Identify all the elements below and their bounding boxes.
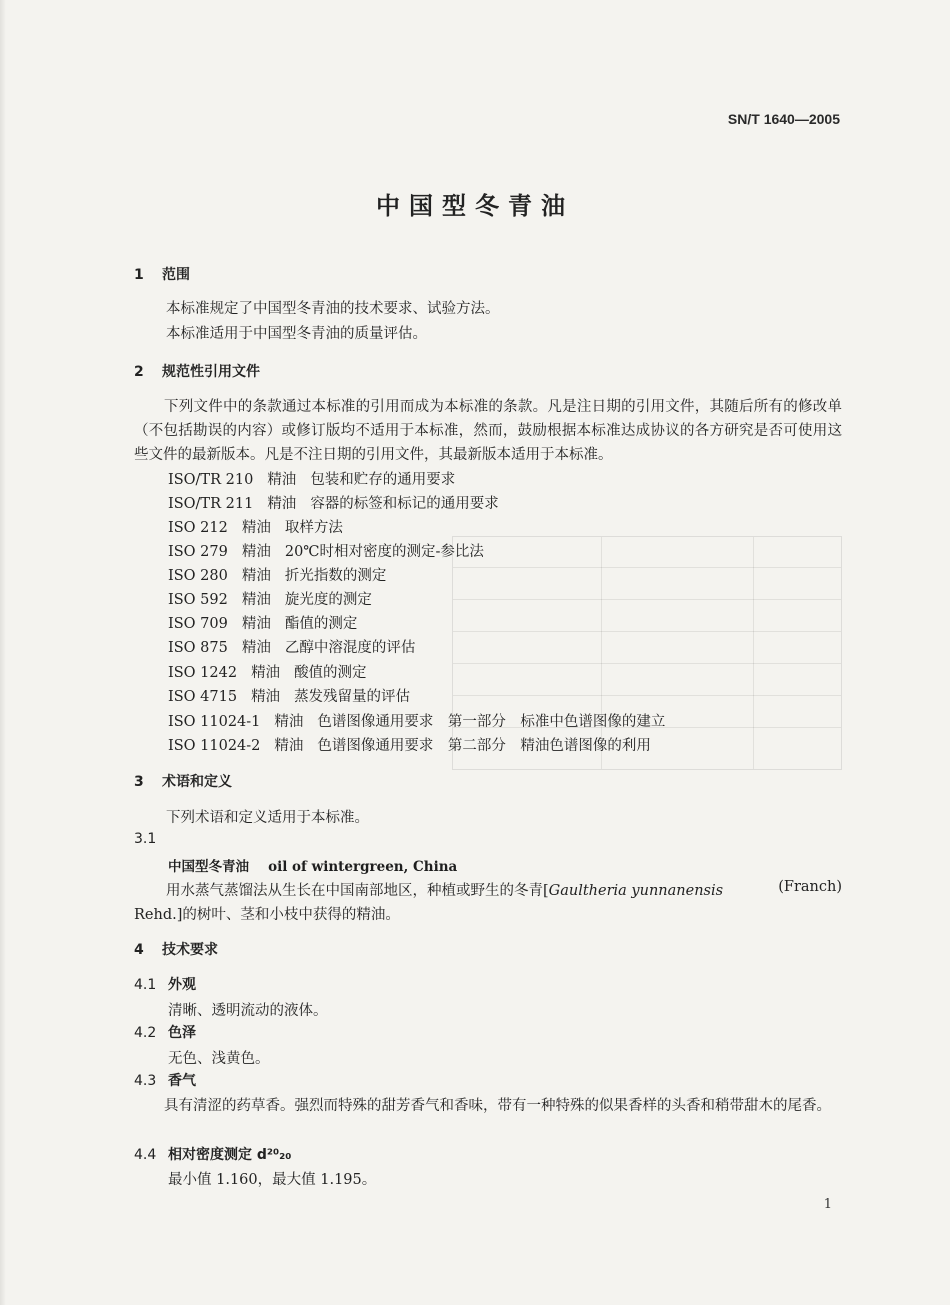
section-1-number: 1: [134, 267, 144, 283]
reference-item: ISO 279 精油 20℃时相对密度的测定-参比法: [168, 544, 484, 560]
aroma-text: 具有清涩的药草香。强烈而特殊的甜芳香气和香味，带有一种特殊的似果香样的头香和稍带甜木的尾香。: [164, 1098, 831, 1114]
reference-item: ISO 280 精油 折光指数的测定: [168, 568, 387, 584]
reference-item: ISO 875 精油 乙醇中溶混度的评估: [168, 640, 416, 656]
section-3-number: 3: [134, 774, 144, 790]
subsection-4-2-heading: 4.2 色泽: [134, 1025, 196, 1041]
color-text: 无色、浅黄色。: [168, 1051, 270, 1067]
section-2-number: 2: [134, 364, 144, 380]
term-line: [168, 855, 457, 875]
term-chinese: 中国型冬青油: [168, 859, 249, 875]
reference-item: ISO/TR 210 精油 包装和贮存的通用要求: [168, 472, 456, 488]
references-intro: 下列文件中的条款通过本标准的引用而成为本标准的条款。凡是注日期的引用文件，其随后所有的修改单（不包括勘误的内容）或修订版均不适用于本标准，然而，鼓励根据本标准达成协议的各方研究是否可使用这些文件的最新版本。凡是不注日期的引用文件，其最新版本适用于本标准。: [134, 399, 842, 463]
section-2-heading: [134, 361, 260, 381]
section-1-title: 范围: [162, 267, 190, 283]
term-definition-line-2: Rehd.]的树叶、茎和小枝中获得的精油。: [134, 907, 400, 923]
reference-item: ISO/TR 211 精油 容器的标签和标记的通用要求: [168, 496, 499, 512]
section-4-heading: [134, 939, 218, 959]
reference-item: ISO 11024-1 精油 色谱图像通用要求 第一部分 标准中色谱图像的建立: [168, 714, 666, 730]
term-definition-line-1: 用水蒸气蒸馏法从生长在中国南部地区，种植或野生的冬青[Gaultheria yunnanensis (Franch): [166, 879, 842, 899]
section-2-title: 规范性引用文件: [162, 364, 260, 380]
reference-item: ISO 4715 精油 蒸发残留量的评估: [168, 689, 411, 705]
section-4-title: 技术要求: [162, 942, 218, 958]
reference-item: ISO 709 精油 酯值的测定: [168, 616, 358, 632]
appearance-text: 清晰、透明流动的液体。: [168, 1003, 328, 1019]
terms-intro: 下列术语和定义适用于本标准。: [166, 810, 369, 826]
subsection-4-3-heading: 4.3 香气: [134, 1073, 196, 1089]
reference-item: ISO 1242 精油 酸值的测定: [168, 665, 367, 681]
term-english: oil of wintergreen, China: [268, 859, 458, 875]
subsection-3-1-number: 3.1: [134, 831, 157, 847]
density-text: 最小值 1.160，最大值 1.195。: [168, 1172, 377, 1188]
section-1-heading: [134, 264, 190, 284]
subsection-4-4-heading: 4.4 相对密度测定 d²⁰₂₀: [134, 1147, 292, 1163]
section-3-heading: [134, 771, 232, 791]
section-4-number: 4: [134, 942, 144, 958]
section-3-title: 术语和定义: [162, 774, 232, 790]
reference-item: ISO 11024-2 精油 色谱图像通用要求 第二部分 精油色谱图像的利用: [168, 738, 651, 754]
reference-item: ISO 592 精油 旋光度的测定: [168, 592, 372, 608]
reference-item: ISO 212 精油 取样方法: [168, 520, 343, 536]
page-title: 中国型冬青油: [376, 192, 574, 220]
subsection-4-1-heading: 4.1 外观: [134, 977, 196, 993]
species-name: Gaultheria yunnanensis: [548, 883, 724, 899]
page-number: 1: [823, 1197, 832, 1212]
scope-line-2: 本标准适用于中国型冬青油的质量评估。: [166, 326, 427, 342]
standard-number: SN/T 1640—2005: [727, 111, 840, 127]
scope-line-1: 本标准规定了中国型冬青油的技术要求、试验方法。: [166, 301, 500, 317]
